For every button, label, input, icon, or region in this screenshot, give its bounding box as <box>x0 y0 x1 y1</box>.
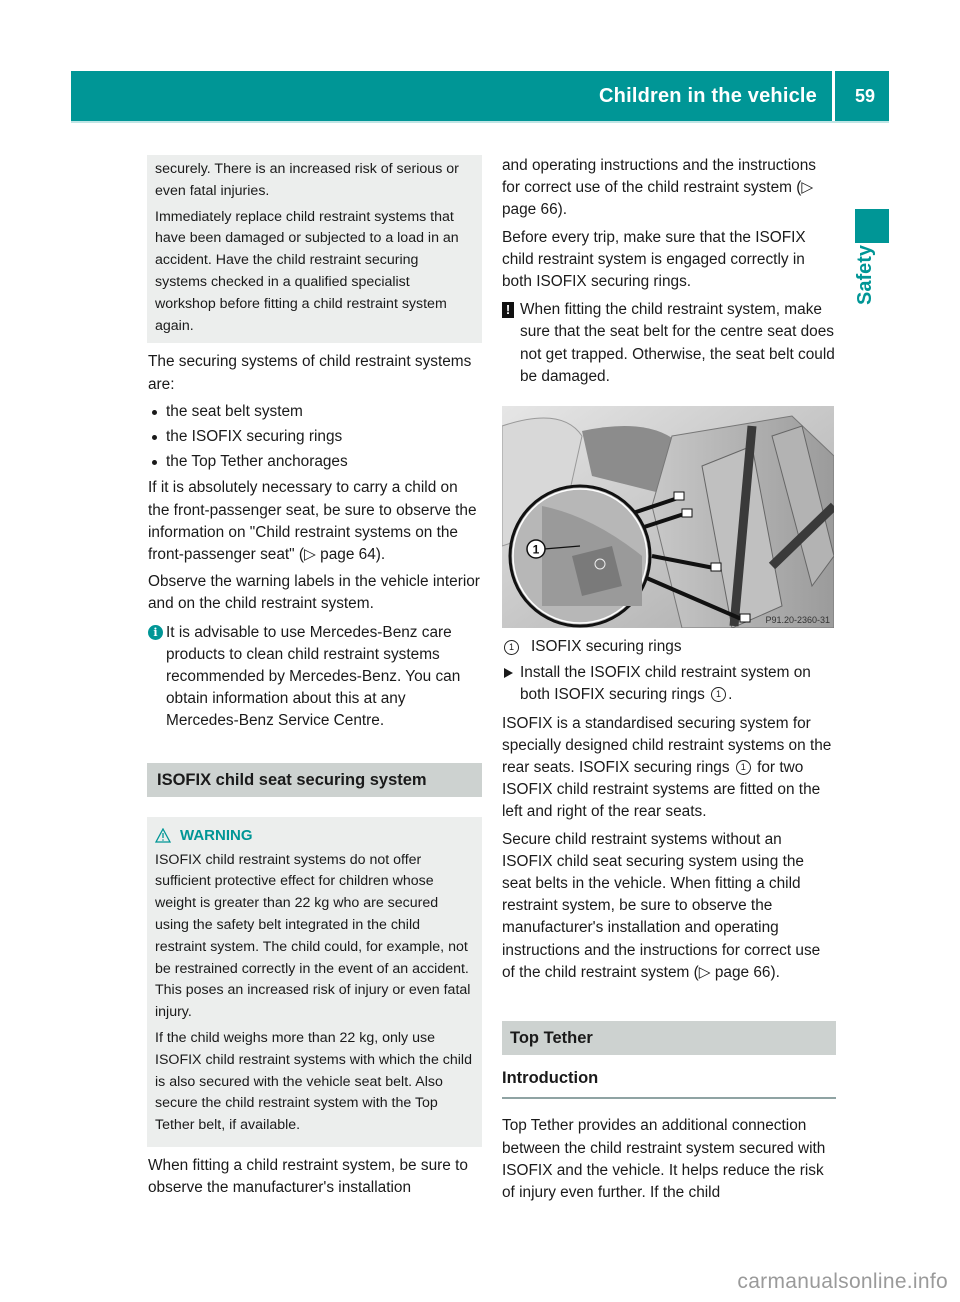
intro-paragraph: The securing systems of child restraint systems are: <box>148 353 472 393</box>
warning-title: WARNING <box>180 826 253 844</box>
list-item: the ISOFIX securing rings <box>148 426 482 448</box>
chapter-header-bar <box>71 71 889 123</box>
without-isofix-paragraph: Secure child restraint systems without an ISOFIX child seat securing system using the seat belts in the vehicle. When fitting a child restraint system, be sure to observe the manufacturer's installation and operating instructions and the instructions for correct use of the child restraint system (▷ page 66). <box>502 830 821 981</box>
info-note <box>148 622 482 733</box>
info-icon: i <box>148 625 163 640</box>
fitting-paragraph: When fitting a child restraint system, be sure to observe the manufacturer's installation <box>148 1156 468 1197</box>
section-heading-isofix: ISOFIX child seat securing system <box>147 763 482 797</box>
warning-triangle-icon <box>155 828 171 843</box>
continued-warning-box <box>147 155 482 343</box>
list-item: the seat belt system <box>148 401 482 423</box>
securing-systems-list <box>148 401 482 474</box>
figure-legend-item <box>502 636 836 658</box>
rear-seat-illustration <box>502 406 834 628</box>
callout-number-icon: 1 <box>504 640 519 655</box>
step-arrow-icon <box>504 668 513 678</box>
isofix-figure <box>502 406 834 628</box>
warning-box <box>147 817 482 1147</box>
caution-note-text: When fitting the child restraint system, make sure that the seat belt for the centre seat does not get trapped. Otherwise, the seat belt could be damaged. <box>520 301 835 385</box>
right-column <box>502 155 836 1209</box>
header-divider <box>832 71 835 121</box>
chapter-title: Children in the vehicle <box>599 85 817 107</box>
callout-number-icon: 1 <box>736 760 751 775</box>
exclamation-icon: ! <box>502 302 514 318</box>
watermark: carmanualsonline.info <box>737 1270 948 1293</box>
before-trip-paragraph: Before every trip, make sure that the ISOFIX child restraint system is engaged correctly in both ISOFIX securing rings. <box>502 228 806 291</box>
info-note-text: It is advisable to use Mercedes-Benz care products to clean child restraint systems recommended by Mercedes-Benz. You can obtain information about this at any Mercedes-Benz Service Centre. <box>166 623 461 730</box>
figure-code: P91.20-2360-31 <box>765 615 830 626</box>
top-tether-paragraph: Top Tether provides an additional connection between the child restraint system secured with ISOFIX and the vehicle. It helps reduce the risk of injury even further. If the child <box>502 1117 826 1202</box>
bullet-icon <box>152 435 157 440</box>
box-paragraph: Immediately replace child restraint systems that have been damaged or subjected to a load in an accident. Have the child restraint securing systems checked in a qualified specialist workshop before fitting a child restraint system again. <box>155 208 459 334</box>
instruction-step: Install the ISOFIX child restraint system on both ISOFIX securing rings 1 . <box>502 662 836 706</box>
continued-paragraph: and operating instructions and the instructions for correct use of the child restraint system (▷ page 66). <box>502 157 816 219</box>
callout-number-icon: 1 <box>711 687 726 702</box>
caution-note <box>502 299 836 388</box>
page-number: 59 <box>854 86 875 106</box>
front-passenger-paragraph: If it is absolutely necessary to carry a child on the front-passenger seat, be sure to observe the information on "Child restraint systems on the front-passenger seat" (▷ page 64). <box>148 479 477 563</box>
box-paragraph: securely. There is an increased risk of serious or even fatal injuries. <box>155 161 459 199</box>
left-column <box>148 155 482 1204</box>
warning-header <box>155 825 474 847</box>
warning-paragraph: If the child weighs more than 22 kg, only use ISOFIX child restraint systems with which the child is also secured with the vehicle seat belt. Also secure the child restraint system with the Top Tether belt, if available. <box>155 1030 472 1134</box>
subsection-heading-introduction: Introduction <box>502 1067 836 1099</box>
bullet-icon <box>152 460 157 465</box>
list-item: the Top Tether anchorages <box>148 451 482 473</box>
warning-paragraph: ISOFIX child restraint systems do not offer sufficient protective effect for children whose weight is greater than 22 kg who are secured using the safety belt integrated in the child restraint system. The child could, for example, not be restrained correctly in the event of an accident. This poses an increased risk of injury or even fatal injury. <box>155 851 471 1021</box>
warning-labels-paragraph: Observe the warning labels in the vehicle interior and on the child restraint system. <box>148 573 480 613</box>
isofix-standard-paragraph: ISOFIX is a standardised securing system for specially designed child restraint systems on the rear seats. ISOFIX securing rings 1 for two ISOFIX child restraint systems are fitted on the left and right of the rear seats. <box>502 714 832 821</box>
section-heading-top-tether: Top Tether <box>502 1021 836 1055</box>
bullet-icon <box>152 410 157 415</box>
section-marker-square <box>855 209 889 243</box>
svg-text:1: 1 <box>532 542 540 557</box>
side-tab-label: Safety <box>854 244 876 305</box>
legend-label: ISOFIX securing rings <box>531 638 682 656</box>
